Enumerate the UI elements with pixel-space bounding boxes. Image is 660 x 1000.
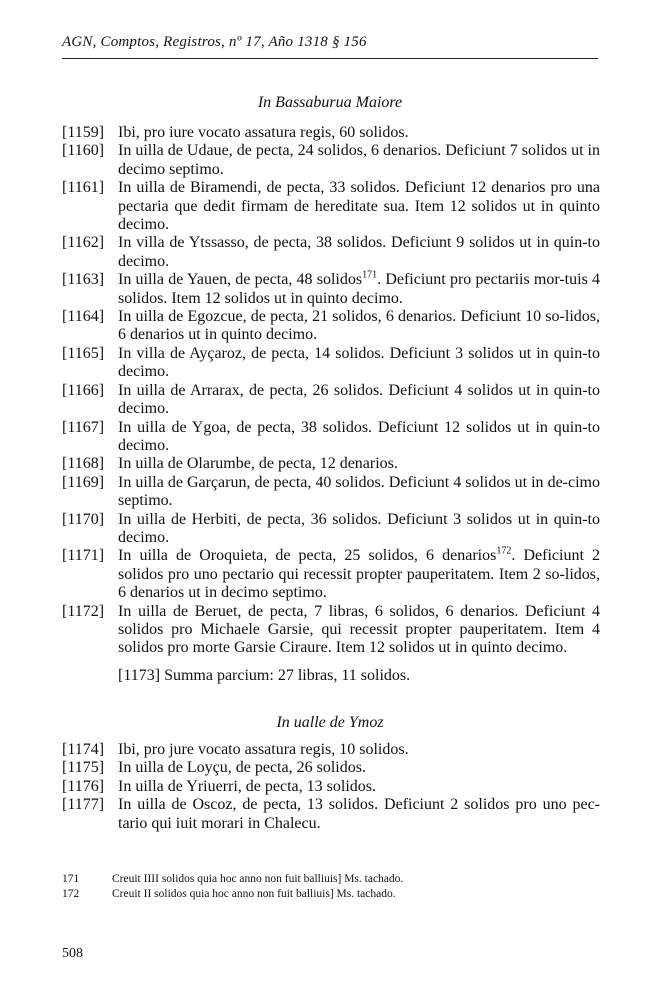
- entry: [62, 124, 600, 142]
- entry: [62, 142, 600, 179]
- entry: [62, 547, 600, 602]
- page-number: 508: [62, 946, 83, 961]
- entry: [62, 511, 600, 548]
- entry: [62, 382, 600, 419]
- entry-text: [118, 455, 398, 472]
- entry-text: [118, 382, 600, 417]
- section-title-bassaburua: In Bassaburua Maiore: [257, 94, 403, 111]
- entry: [62, 778, 600, 796]
- running-header: AGN, Comptos, Registros, nº 17, Año 1318 § 156: [62, 34, 367, 50]
- entry-text: [118, 474, 600, 509]
- entry-number: [1175]: [62, 759, 105, 777]
- entry-text: [118, 547, 600, 601]
- entry-text-main: Ibi, pro jure vocato assatura regis, 10 solidos.: [118, 741, 409, 758]
- entry-text-main: In uilla de Oscoz, de pecta, 13 solidos. Deficiunt 2 solidos pro uno pec-tario qui iuit morari in Chalecu.: [118, 796, 600, 832]
- entry-text-main: In villa de Ytssasso, de pecta, 38 solidos. Deficiunt 9 solidos ut in quin-to decimo.: [118, 234, 600, 270]
- entry-number: [1171]: [62, 547, 105, 565]
- entry: [62, 741, 600, 759]
- footnote-text: Creuit II solidos quia hoc anno non fuit balliuis] Ms. tachado.: [112, 888, 396, 900]
- entry-text: [118, 759, 366, 776]
- section-title-ymoz: In ualle de Ymoz: [276, 714, 384, 731]
- entry-number: [1162]: [62, 234, 105, 252]
- footnote-ref: 171: [362, 269, 378, 281]
- entry-number: [1168]: [62, 455, 105, 473]
- entry: [62, 179, 600, 234]
- entry-number: [1176]: [62, 777, 105, 795]
- entry-number: [1163]: [62, 271, 105, 289]
- footnote-text: Creuit IIII solidos quia hoc anno non fuit balliuis] Ms. tachado.: [112, 873, 404, 885]
- entry-number: [1172]: [62, 602, 105, 620]
- entry-number: [1165]: [62, 344, 105, 362]
- entry: [62, 271, 600, 308]
- entry-number: [1164]: [62, 308, 105, 326]
- entry-text-main: In uilla de Yauen, de pecta, 48 solidos: [118, 271, 363, 289]
- entry-text-main: In uilla de Garçarun, de pecta, 40 solidos. Deficiunt 4 solidos ut in de-cimo septimo.: [118, 473, 600, 510]
- entry-text-main: In uilla de Oroquieta, de pecta, 25 solidos, 6 denarios: [118, 547, 497, 565]
- entry: [62, 759, 600, 777]
- entry-text-main: In uilla de Herbiti, de pecta, 36 solidos. Deficiunt 3 solidos ut in quin-to decimo.: [118, 510, 600, 546]
- footnote: [62, 872, 598, 887]
- entry-text: [118, 271, 600, 306]
- entry-number: [1169]: [62, 473, 105, 491]
- entry-number: [1159]: [62, 124, 105, 141]
- entry: [62, 345, 600, 382]
- entry: [62, 455, 600, 473]
- entry-text-main: In uilla de Udaue, de pecta, 24 solidos, 6 denarios. Deficiunt 7 solidos ut in decimo septimo.: [118, 142, 600, 178]
- entry-text-main: In uilla de Loyçu, de pecta, 26 solidos.: [118, 759, 366, 777]
- entry-number: [1161]: [62, 179, 105, 197]
- entry-number: [1177]: [62, 796, 105, 814]
- entry-text: [118, 419, 600, 454]
- entry-text: [118, 511, 600, 546]
- entry-text-after: . Deficiunt 2 solidos pro uno pectario qui recessit propter pauperitatem. Item 2 so-lidos, 6 denarios ut in decimo septimo.: [118, 547, 601, 602]
- entry-text-main: In uilla de Beruet, de pecta, 7 libras, 6 solidos, 6 denarios. Deficiunt 4 solidos pro Michaele Garsie, qui recessit propter pauperitatem. Item 4 solidos pro morte Garsie Ciraure. Item 12 solidos ut in quinto decimo.: [118, 602, 600, 657]
- entry-number: [1170]: [62, 510, 105, 528]
- entry-text: [118, 234, 600, 269]
- entry-list-ymoz: [62, 741, 600, 833]
- entry: [62, 796, 600, 833]
- entry-text-main: In uilla de Arrarax, de pecta, 26 solidos. Deficiunt 4 solidos ut in quin-to decimo.: [118, 381, 600, 418]
- entry-number: [1160]: [62, 142, 105, 160]
- entry-text: [118, 179, 600, 233]
- entry-text: [118, 778, 376, 795]
- entry-text: [118, 741, 409, 758]
- footnote-number: 171: [62, 873, 80, 885]
- summa-line: [1173] Summa parcium: 27 libras, 11 solidos.: [118, 667, 411, 684]
- entry: [62, 603, 600, 658]
- footnote: [62, 887, 598, 902]
- entry-text-main: In uilla de Biramendi, de pecta, 33 solidos. Deficiunt 12 denarios pro una pectaria que dedit firmam de hereditate sua. Item 12 solidos ut in quinto decimo.: [118, 179, 600, 234]
- entry-number: [1166]: [62, 381, 105, 399]
- entry-text: [118, 308, 600, 343]
- entry-text-main: In uilla de Olarumbe, de pecta, 12 denarios.: [118, 455, 398, 473]
- entry-text-main: Ibi, pro iure vocato assatura regis, 60 solidos.: [118, 124, 409, 141]
- header-rule: [62, 58, 598, 59]
- entry: [62, 308, 600, 345]
- entry-text: [118, 603, 600, 657]
- entry-text-after: . Deficiunt pro pectariis mor-tuis 4 solidos. Item 12 solidos ut in quinto decimo.: [118, 271, 601, 307]
- entry-text: [118, 142, 600, 177]
- entry: [62, 234, 600, 271]
- entry-text-main: In uilla de Ygoa, de pecta, 38 solidos. Deficiunt 12 solidos ut in quin-to decimo.: [118, 418, 600, 454]
- entry-text-main: In uilla de Yriuerri, de pecta, 13 solidos.: [118, 777, 376, 795]
- entry-list-bassaburua: [62, 124, 600, 658]
- entry-number: [1174]: [62, 741, 105, 758]
- entry-text-main: In uilla de Egozcue, de pecta, 21 solidos, 6 denarios. Deficiunt 10 so-lidos, 6 denarios ut in quinto decimo.: [118, 308, 600, 344]
- footnote-number: 172: [62, 888, 80, 900]
- entry-text: [118, 796, 600, 831]
- entry-text: [118, 124, 409, 141]
- footnote-ref: 172: [496, 546, 512, 558]
- entry-number: [1167]: [62, 418, 105, 436]
- entry-text: [118, 345, 600, 380]
- entry: [62, 474, 600, 511]
- entry: [62, 419, 600, 456]
- footnotes: [62, 872, 598, 902]
- entry-text-main: In villa de Ayçaroz, de pecta, 14 solidos. Deficiunt 3 solidos ut in quin-to decimo.: [118, 344, 600, 381]
